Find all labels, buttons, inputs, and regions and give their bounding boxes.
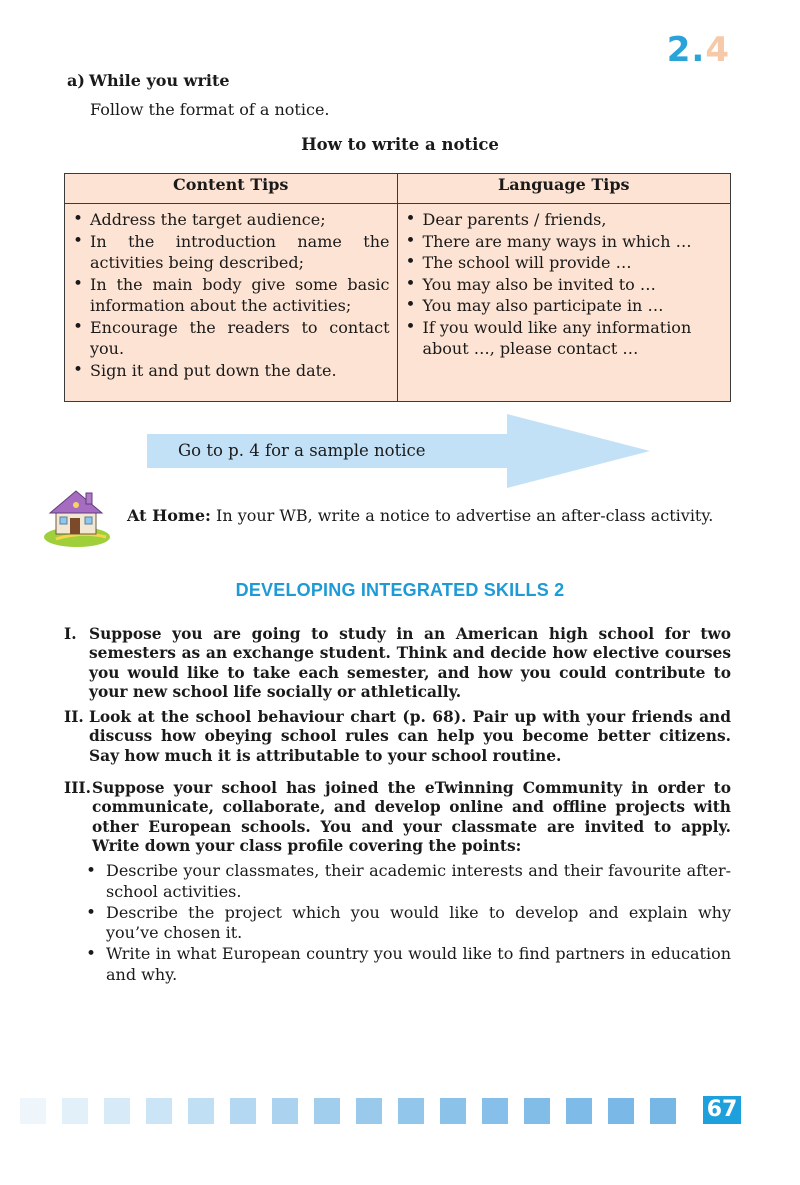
- section-a-label: a): [67, 71, 85, 90]
- task-item: [64, 779, 731, 856]
- unit-major: 2: [666, 30, 692, 70]
- task-item: [64, 625, 731, 702]
- unit-minor: 4: [705, 30, 730, 70]
- footer-decoration: [20, 1098, 700, 1124]
- content-tips-header: Content Tips: [65, 174, 398, 204]
- content-tip: • Address the target audience;: [73, 209, 390, 231]
- content-tip: • Encourage the readers to contact you.: [73, 317, 390, 360]
- section-heading: DEVELOPING INTEGRATED SKILLS 2: [235, 580, 565, 600]
- task-number: II.: [64, 708, 84, 726]
- language-tip: • If you would like any information about …, please contact …: [406, 317, 724, 360]
- content-tip: • Sign it and put down the date.: [73, 360, 390, 382]
- page-number: 67: [703, 1096, 741, 1124]
- task-text: Suppose you are going to study in an American high school for two semesters as an exchange student. Think and decide how elective courses you would like to take each semester, and how you could contribute to your new school life socially or athletically.: [89, 625, 731, 701]
- language-tip: • You may also be invited to …: [406, 274, 724, 296]
- language-tip: • There are many ways in which …: [406, 231, 724, 253]
- arrow-note: Go to p. 4 for a sample notice: [178, 441, 426, 460]
- section-a-heading: [67, 71, 230, 90]
- content-tips-list: [73, 209, 390, 381]
- task-item: [64, 708, 731, 766]
- section-a-instruction: Follow the format of a notice.: [90, 100, 330, 119]
- language-tip: • Dear parents / friends,: [406, 209, 724, 231]
- table-title: How to write a notice: [301, 135, 499, 154]
- unit-separator: .: [691, 30, 706, 70]
- content-tip: • In the main body give some basic information about the activities;: [73, 274, 390, 317]
- at-home-label: At Home:: [127, 506, 211, 525]
- task-point: • Write in what European country you would like to find partners in education and why.: [86, 944, 731, 985]
- task-point: • Describe the project which you would like to develop and explain why you’ve chosen it.: [86, 903, 731, 944]
- task-points-list: [86, 861, 731, 986]
- language-tip: • The school will provide …: [406, 252, 724, 274]
- language-tips-cell: [397, 204, 731, 402]
- task-number: I.: [64, 625, 77, 643]
- language-tips-header: Language Tips: [397, 174, 731, 204]
- unit-number: [667, 30, 730, 70]
- content-tip: • In the introduction name the activities being described;: [73, 231, 390, 274]
- section-a-title: While you write: [89, 71, 230, 90]
- at-home-task: [127, 506, 713, 525]
- tips-table: [64, 173, 731, 402]
- language-tip: • You may also participate in …: [406, 295, 724, 317]
- at-home-text: In your WB, write a notice to advertise an after-class activity.: [210, 506, 714, 525]
- content-tips-cell: [65, 204, 398, 402]
- task-text: Suppose your school has joined the eTwinning Community in order to communicate, collaborate, and develop online and offline projects with other European schools. You and your classmate are invited to apply. Write down your class profile covering the points:: [92, 779, 731, 855]
- task-point: • Describe your classmates, their academic interests and their favourite after-school activities.: [86, 861, 731, 902]
- task-text: Look at the school behaviour chart (p. 68). Pair up with your friends and discuss how obeying school rules can help you become better citizens. Say how much it is attributable to your school routine.: [89, 708, 731, 765]
- language-tips-list: [406, 209, 724, 360]
- task-number: III.: [64, 779, 91, 797]
- house-icon: [42, 487, 112, 549]
